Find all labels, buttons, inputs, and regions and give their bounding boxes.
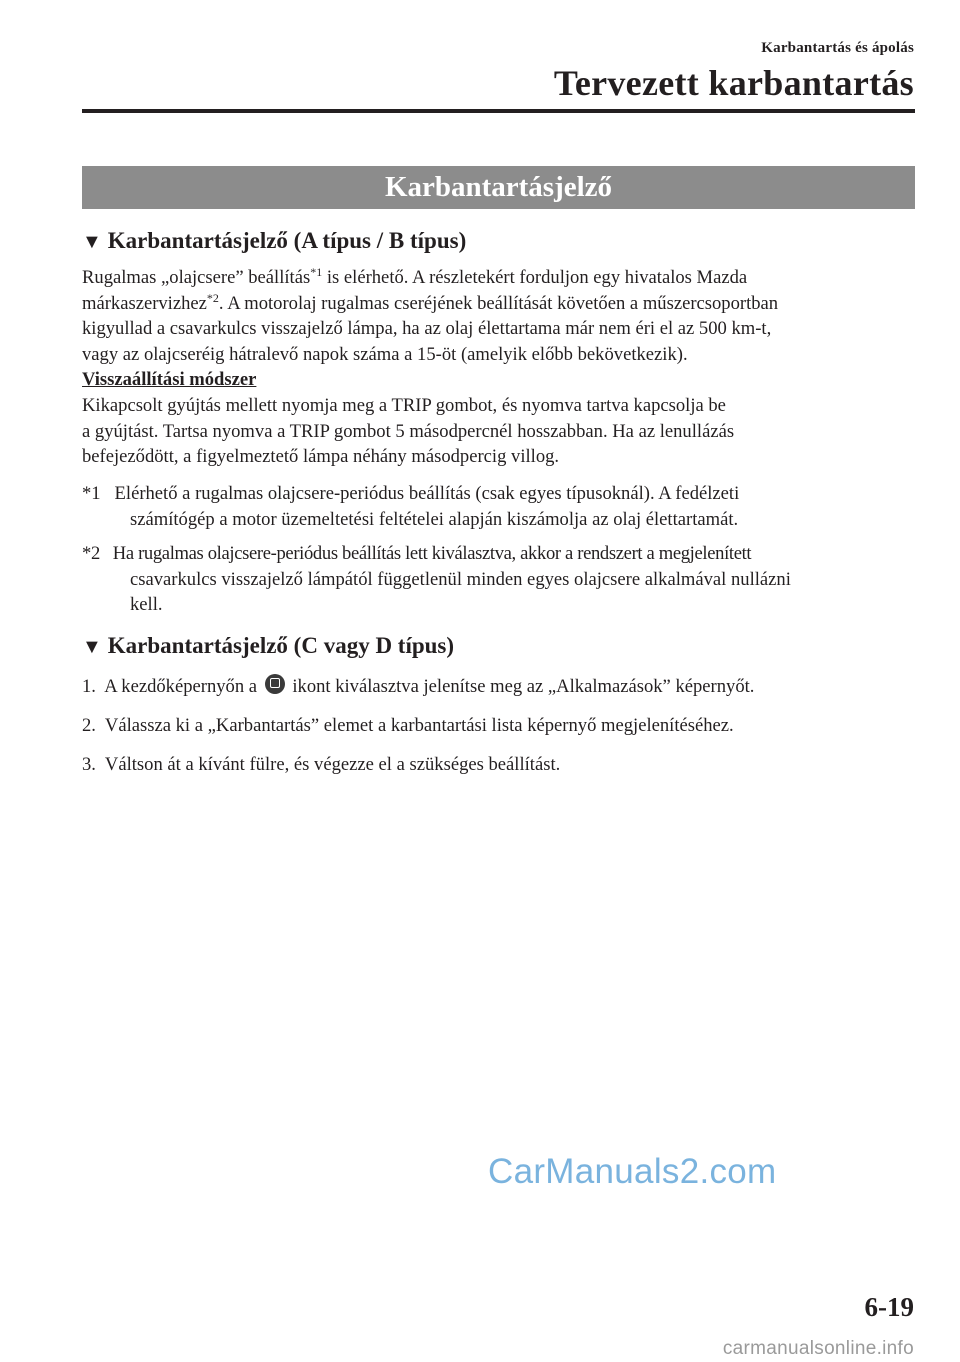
paragraph-line: Rugalmas „olajcsere” beállítás$^{*1}$ is elérhető. A részletekért forduljon egy hivatalos Mazda (82, 265, 748, 288)
page-title: Tervezett karbantartás (553, 63, 914, 103)
applications-icon (265, 674, 285, 694)
section-banner: Karbantartásjelző (82, 166, 915, 209)
page-number: 6-19 (864, 1292, 914, 1322)
paragraph-line: vagy az olajcseréig hátralevő napok száma a 15-öt (amelyik előbb bekövetkezik). (82, 343, 688, 365)
title-rule (82, 109, 915, 113)
reset-method-heading: Visszaállítási módszer (82, 369, 257, 391)
footnote-line: *2 Ha rugalmas olajcsere-periódus beállítás lett kiválasztva, akkor a rendszert a megjelenített (82, 543, 752, 564)
triangle-marker-icon: ▼ (82, 231, 102, 253)
step-3: 3. Váltson át a kívánt fülre, és végezze el a szükséges beállítást. (82, 754, 561, 775)
subsection-heading-a-text: Karbantartásjelző (A típus / B típus) (107, 228, 467, 253)
step-2: 2. Válassza ki a „Karbantartás” elemet a karbantartási lista képernyő megjelenítéséhez. (82, 715, 734, 736)
footnote-line: csavarkulcs visszajelző lámpától függetlenül minden egyes olajcsere alkalmával nullázni (130, 568, 791, 590)
footnote-line: kell. (130, 594, 163, 616)
triangle-marker-icon: ▼ (82, 636, 102, 658)
subsection-heading-a (82, 228, 466, 254)
watermark-footer: carmanualsonline.info (722, 1338, 914, 1359)
footnote-line: *1 Elérhető a rugalmas olajcsere-periódus beállítás (csak egyes típusoknál). A fedélzeti (82, 483, 740, 504)
paragraph-line: kigyullad a csavarkulcs visszajelző lámpa, ha az olaj élettartama már nem éri el az 500 km-t, (82, 318, 772, 340)
footnote-2 (82, 541, 917, 618)
section-a-paragraph (82, 265, 917, 470)
paragraph-line: befejeződött, a figyelmeztető lámpa néhány másodpercig villog. (82, 446, 560, 468)
step-1: 1. A kezdőképernyőn a ikont kiválasztva jelenítse meg az „Alkalmazások” képernyőt. (82, 676, 755, 697)
subsection-heading-c-text: Karbantartásjelző (C vagy D típus) (107, 633, 455, 658)
paragraph-line: Kikapcsolt gyújtás mellett nyomja meg a TRIP gombot, és nyomva tartva kapcsolja be (82, 394, 726, 416)
footnote-ref-2: *2 (206, 290, 219, 305)
footnote-ref-1: *1 (310, 265, 323, 279)
paragraph-line: a gyújtást. Tartsa nyomva a TRIP gombot 5 másodpercnél hosszabban. Ha az lenullázás (82, 420, 735, 442)
footnote-1 (82, 481, 917, 532)
section-name: Karbantartás és ápolás (761, 40, 914, 56)
subsection-heading-c (82, 633, 454, 659)
footnote-line: számítógép a motor üzemeltetési feltételei alapján kiszámolja az olaj élettartamát. (130, 508, 739, 530)
watermark-logo: CarManuals2.com (488, 1152, 777, 1191)
paragraph-line: márkaszervizhez$^{*2}$. A motorolaj rugalmas cseréjének beállítását követően a műszercsoportban (82, 290, 779, 314)
